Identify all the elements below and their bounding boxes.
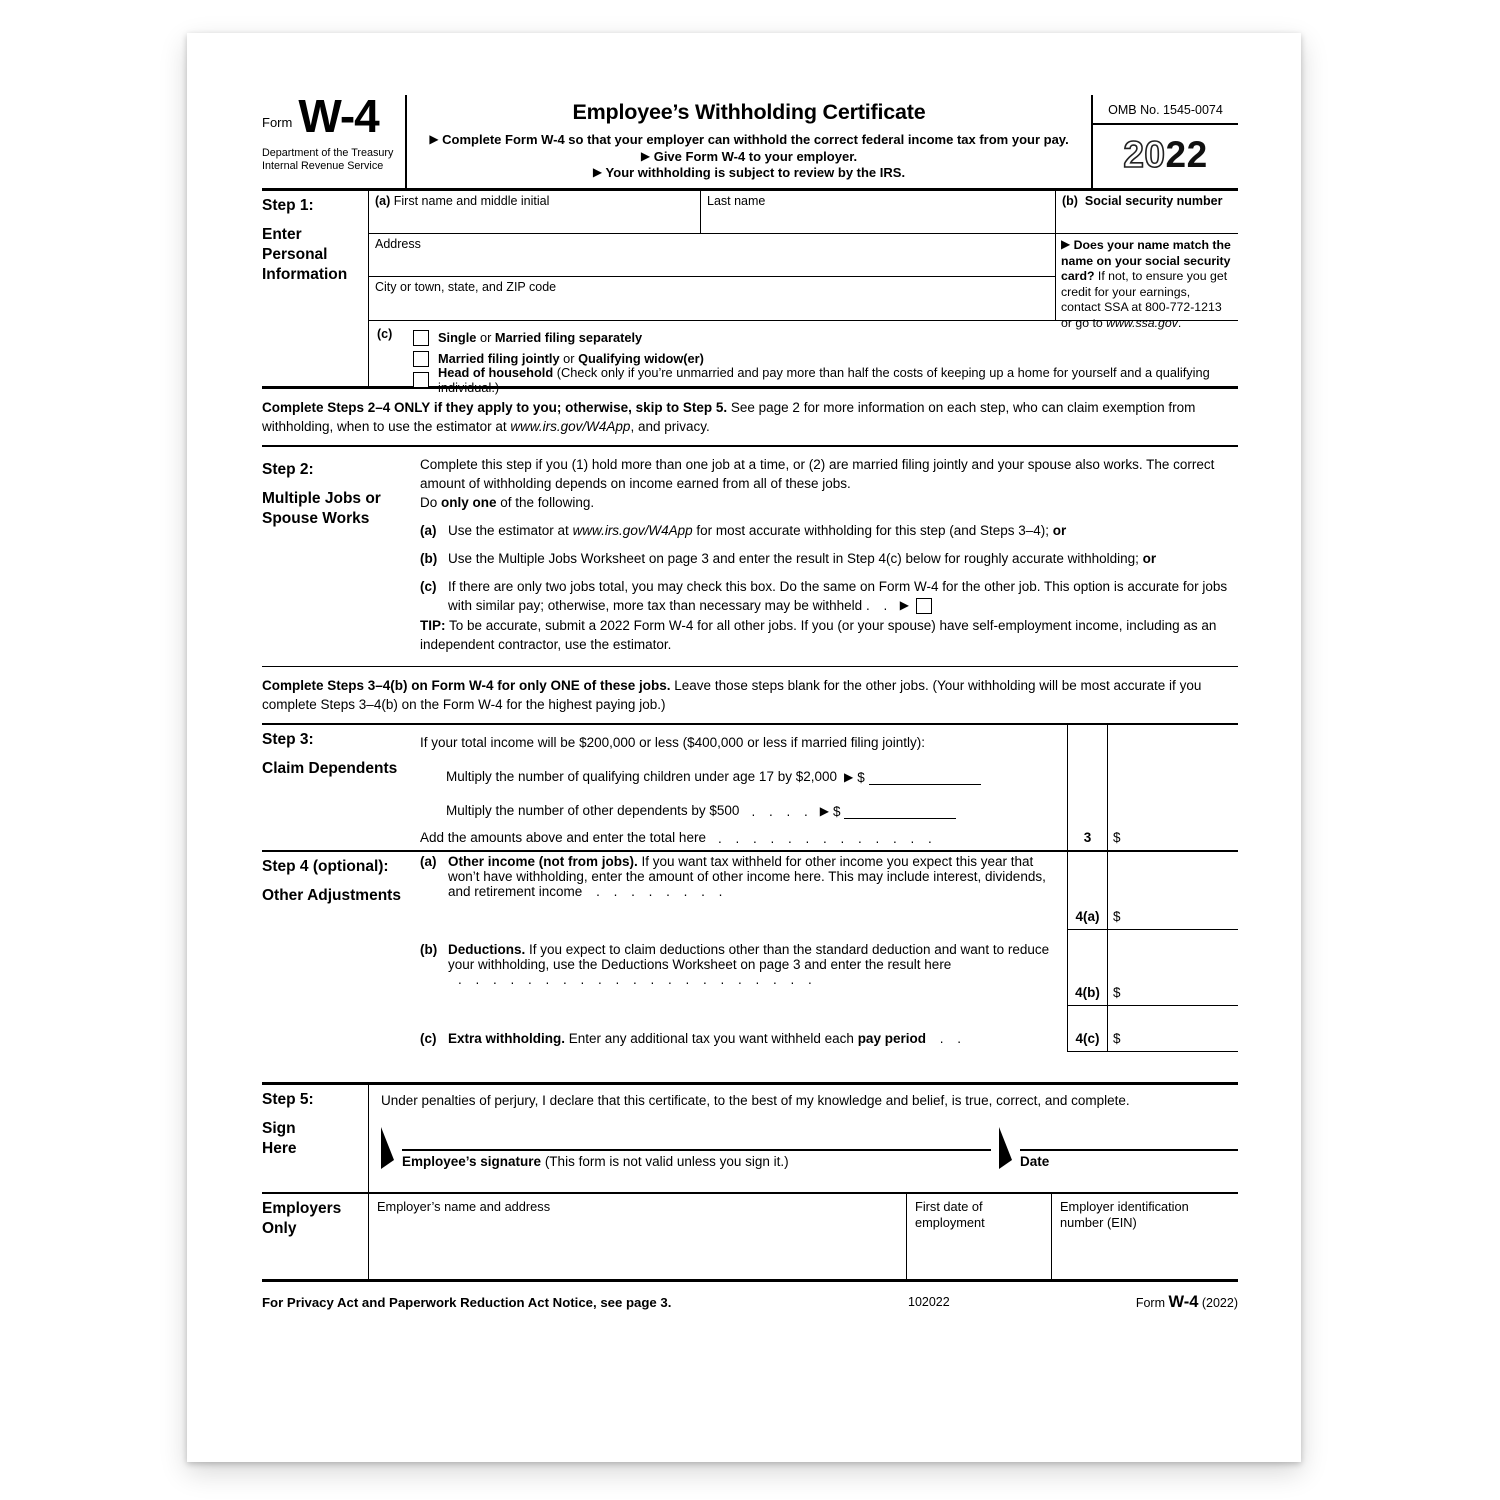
married-jointly-checkbox[interactable] (413, 351, 429, 367)
line-4c-amount-field[interactable] (1107, 1006, 1238, 1052)
head-of-household-checkbox[interactable] (413, 372, 429, 388)
step4-label: Step 4 (optional): Other Adjustments (262, 852, 420, 1052)
dot-leader: . . . . . . . . (596, 884, 728, 899)
form-title-block (407, 95, 1091, 188)
bullet-arrow-icon: ▶ (844, 770, 854, 784)
step2-option-b: (b) Use the Multiple Jobs Worksheet on page 3 and enter the result in Step 4(c) below for roughly accurate withholding; or (420, 551, 1157, 566)
step2-label: Step 2: Multiple Jobs or Spouse Works (262, 455, 420, 654)
step3-intro: If your total income will be $200,000 or less ($400,000 or less if married filing jointly): (420, 735, 925, 750)
perjury-statement: Under penalties of perjury, I declare that this certificate, to the best of my knowledge and belief, is true, correct, and complete. (381, 1093, 1130, 1108)
year-outline: 20 (1123, 134, 1166, 175)
employer-name-address-field[interactable] (368, 1194, 906, 1279)
line-4b-amount-field[interactable] (1107, 930, 1238, 1006)
children-amount-field[interactable] (869, 770, 981, 785)
line-4c-number: 4(c) (1067, 1006, 1107, 1052)
employers-only-label: Employers Only (262, 1200, 342, 1237)
filing-status-single (413, 327, 1238, 348)
employers-only-section (262, 1194, 1238, 1282)
form-number-block (262, 90, 407, 188)
omb-number: OMB No. 1545-0074 (1093, 95, 1238, 125)
step5-section (262, 1082, 1238, 1194)
step5-label: Step 5: Sign Here (262, 1091, 314, 1157)
agency-line-2: Internal Revenue Service (262, 160, 384, 173)
ssa-note-text: If not, to ensure you get credit for your earnings, contact SSA at 800-772-1213 or go to (1061, 269, 1228, 330)
ein-field[interactable] (1051, 1194, 1238, 1279)
form-reference: Form W-4 (2022) (1135, 1293, 1238, 1311)
other-dependents-amount-field[interactable] (844, 804, 956, 819)
header-instructions (407, 132, 1091, 182)
city-label: City or town, state, and ZIP code (375, 280, 557, 294)
date-line[interactable] (1020, 1125, 1238, 1151)
steps-3-4b-note: Complete Steps 3–4(b) on Form W-4 for only ONE of these jobs. Leave those steps blank for the other jobs. (Your withholding will be most accurate if you complete Steps 3–4(b) on the Form W-4 for the highest paying job.) (262, 667, 1238, 725)
line-4b-number: 4(b) (1067, 930, 1107, 1006)
dollar-sign: $ (1113, 985, 1121, 1000)
header-bullet-1: Complete Form W-4 so that your employer can withhold the correct federal income tax from your pay. (442, 132, 1069, 147)
step1-section (262, 191, 1238, 395)
filing-status-group (368, 321, 1238, 395)
spacer (262, 1052, 1238, 1082)
first-name-marker: (a) (375, 194, 391, 208)
line-4a-amount-field[interactable] (1107, 852, 1238, 930)
ssn-field[interactable] (1055, 191, 1238, 234)
last-name-label: Last name (707, 194, 766, 208)
step3-label: Step 3: Claim Dependents (262, 725, 420, 850)
date-label: Date (1020, 1154, 1050, 1169)
married-jointly-label: Married filing jointly or Qualifying widow(er) (438, 351, 704, 366)
step2-tip: TIP: To be accurate, submit a 2022 Form W-4 for all other jobs. If you (or your spouse) have self-employment income, including as an independent contractor, use the estimator. (420, 618, 1217, 652)
step1-label: Step 1: Enter Personal Information (262, 191, 368, 386)
city-field[interactable] (368, 277, 1055, 321)
single-checkbox[interactable] (413, 330, 429, 346)
form-year (1093, 134, 1238, 176)
ssn-marker: (b) (1062, 194, 1078, 208)
form-title: Employee’s Withholding Certificate (572, 100, 926, 124)
steps-2-4-note: Complete Steps 2–4 ONLY if they apply to you; otherwise, skip to Step 5. See page 2 for more information on each step, who can claim exemption from withholding, when to use the estimator at www.irs.gov/W4App, and privacy. (262, 389, 1238, 447)
bullet-arrow-icon: ▶ (1061, 237, 1071, 251)
step2-section (262, 447, 1238, 667)
step3-section (262, 725, 1238, 852)
step3-children-line: Multiply the number of qualifying children under age 17 by $2,000 ▶ $ (420, 755, 1067, 789)
dot-leader: . . (939, 1031, 966, 1046)
step5-sublabel: Sign Here (262, 1120, 297, 1157)
pen-arrow-icon (381, 1127, 394, 1169)
step2-option-c: (c) If there are only two jobs total, you may check this box. Do the same on Form W-4 for the other job. This option is accurate for jobs with similar pay; otherwise, more tax than necessary may be withheld . . ▶ (420, 579, 1228, 613)
w4app-link: www.irs.gov/W4App (572, 523, 693, 538)
step1-sublabel: Enter Personal Information (262, 226, 348, 283)
first-date-employment-label: First date of employment (915, 1199, 985, 1230)
step4b-text: (b) Deductions. If you expect to claim deductions other than the standard deduction and want to reduce your withholding, use the Deductions Worksheet on page 3 and enter the result here . . . . . . . . . . . . . . . . . . . . . (420, 942, 1050, 987)
header-bullet-2: Give Form W-4 to your employer. (653, 148, 858, 164)
form-number: W-4 (298, 90, 379, 142)
two-jobs-checkbox[interactable] (916, 598, 932, 614)
address-label: Address (375, 237, 421, 251)
line-3-amount-field[interactable] (1107, 823, 1238, 850)
step4c-text: (c) Extra withholding. Enter any additional tax you want withheld each pay period . . (420, 1031, 966, 1046)
address-field[interactable] (368, 234, 1055, 277)
ssa-note-bold: Does your name match the name on your social security card? (1061, 238, 1231, 284)
dollar-sign: $ (857, 770, 865, 785)
w4app-link: www.irs.gov/W4App (510, 419, 631, 434)
dot-leader: . . . . . . . . . . . . . . . . . . . . . (458, 972, 817, 987)
step2-option-a: (a) Use the estimator at www.irs.gov/W4App for most accurate withholding for this step (and Steps 3–4); or (420, 523, 1067, 538)
signature-label: Employee’s signature (This form is not valid unless you sign it.) (402, 1154, 789, 1169)
ein-label: Employer identification number (EIN) (1060, 1199, 1189, 1230)
ssn-label: Social security number (1084, 194, 1223, 208)
employee-signature-line[interactable] (402, 1125, 991, 1151)
privacy-act-notice: For Privacy Act and Paperwork Reduction Act Notice, see page 3. (262, 1295, 672, 1310)
agency-lines (262, 147, 405, 173)
dot-leader: . . (865, 598, 893, 613)
form-footer (262, 1282, 1238, 1325)
dollar-sign: $ (1113, 830, 1121, 845)
step4-sublabel: Other Adjustments (262, 887, 401, 904)
bullet-arrow-icon: ▶ (819, 804, 829, 818)
step3-sublabel: Claim Dependents (262, 760, 398, 777)
omb-year-block (1091, 95, 1238, 188)
bullet-arrow-icon: ▶ (592, 165, 603, 179)
catalog-code: 102022 (908, 1295, 950, 1309)
step2-sublabel: Multiple Jobs or Spouse Works (262, 490, 381, 527)
filing-status-head-of-household (413, 364, 1238, 395)
dollar-sign: $ (832, 804, 841, 819)
first-date-employment-field[interactable] (906, 1194, 1051, 1279)
agency-line-1: Department of the Treasury (262, 147, 394, 160)
single-label: Single or Married filing separately (438, 330, 643, 345)
year-bold: 22 (1165, 134, 1208, 175)
step4a-text: (a) Other income (not from jobs). If you want tax withheld for other income you expect this year that won’t have withholding, enter the amount of other income here. This may include interest, dividends, and retirement income . . . . . . . . (420, 854, 1046, 899)
filing-status-marker: (c) (377, 327, 393, 341)
first-name-label: First name and middle initial (393, 194, 550, 208)
step3-other-line: Multiply the number of other dependents by $500 . . . . ▶ $ (420, 789, 1067, 823)
form-header (262, 90, 1238, 191)
head-of-household-label: Head of household (Check only if you’re unmarried and pay more than half the costs of keeping up a home for yourself and a qualifying individual.) (438, 364, 1210, 395)
dot-leader: . . . . (751, 804, 813, 819)
dot-leader: . . . . . . . . . . . . . (717, 831, 937, 846)
line-3-number: 3 (1067, 823, 1107, 850)
employer-name-address-label: Employer’s name and address (377, 1199, 551, 1214)
last-name-field[interactable] (700, 191, 1055, 234)
step2-intro: Complete this step if you (1) hold more than one job at a time, or (2) are married filing jointly and your spouse also works. The correct amount of withholding depends on income earned from all of these jobs. (420, 457, 1215, 491)
line-4a-number: 4(a) (1067, 852, 1107, 930)
header-bullet-3: Your withholding is subject to review by the IRS. (605, 165, 906, 180)
bullet-arrow-icon: ▶ (429, 132, 439, 146)
pen-arrow-icon (999, 1127, 1012, 1169)
ssa-note: ▶ Does your name match the name on your social security card? If not, to ensure you get credit for your earnings, contact SSA at 800-772-1213 or go to www.ssa.gov. (1055, 234, 1238, 321)
ssa-link: www.ssa.gov (1106, 315, 1178, 330)
w4-form-page (187, 33, 1301, 1462)
first-name-field[interactable] (368, 191, 700, 234)
dollar-sign: $ (1113, 909, 1121, 924)
bullet-arrow-icon: ▶ (640, 148, 651, 163)
step2-do-line: Do only one of the following. (420, 495, 595, 510)
dollar-sign: $ (1113, 1031, 1121, 1046)
step4-section (262, 852, 1238, 1052)
step3-total-line: Add the amounts above and enter the total here . . . . . . . . . . . . . (420, 830, 937, 846)
form-word: Form (262, 115, 293, 131)
bullet-arrow-icon: ▶ (899, 598, 909, 612)
